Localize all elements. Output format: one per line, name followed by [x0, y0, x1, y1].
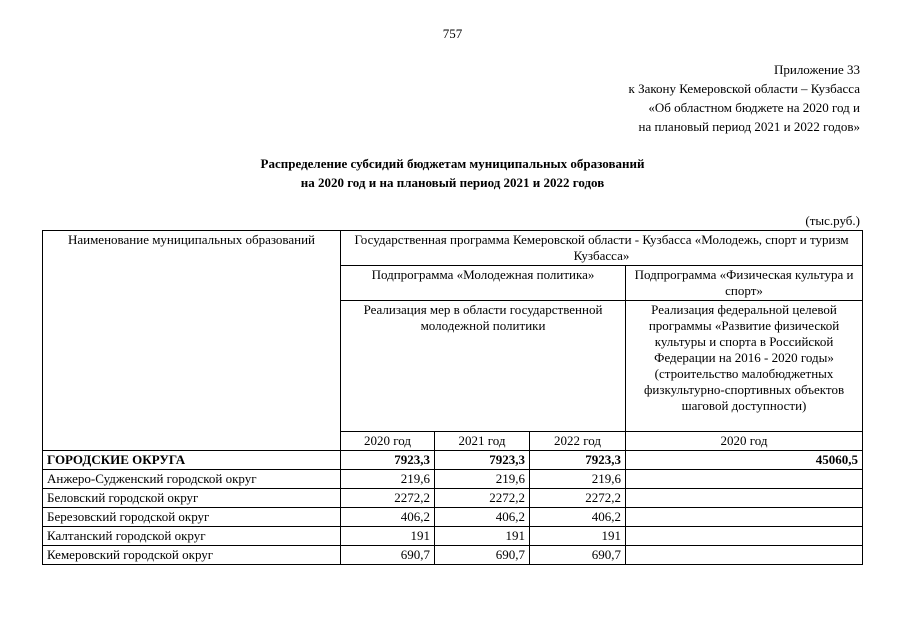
row-name: ГОРОДСКИЕ ОКРУГА — [43, 451, 341, 470]
appendix-reference — [629, 60, 861, 136]
units-label: (тыс.руб.) — [805, 213, 860, 228]
value-sport-2020 — [626, 470, 863, 489]
appendix-line-4: на плановый период 2021 и 2022 годов» — [638, 119, 860, 134]
year-header-2021: 2021 год — [435, 432, 530, 451]
value-2022: 406,2 — [530, 508, 626, 527]
value-2020: 2272,2 — [341, 489, 435, 508]
value-2021: 2272,2 — [435, 489, 530, 508]
title-line-2: на 2020 год и на плановый период 2021 и 2022 годов — [300, 175, 605, 190]
table-row — [43, 508, 863, 527]
measure-youth-header: Реализация мер в области государственной молодежной политики — [341, 301, 626, 432]
program-header: Государственная программа Кемеровской области - Кузбасса «Молодежь, спорт и туризм Кузбасса» — [341, 231, 863, 266]
value-2020: 406,2 — [341, 508, 435, 527]
document-title — [0, 154, 905, 192]
row-name: Кемеровский городской округ — [43, 546, 341, 565]
measure-sport-header: Реализация федеральной целевой программы «Развитие физической культуры и спорта в Российской Федерации на 2016 - 2020 годы» (строительство малобюджетных физкультурно-спортивных объектов шаговой доступности) — [626, 301, 863, 432]
page-number: 757 — [442, 26, 463, 41]
value-sport-2020 — [626, 489, 863, 508]
row-name: Березовский городской округ — [43, 508, 341, 527]
table-row — [43, 527, 863, 546]
value-2020: 219,6 — [341, 470, 435, 489]
value-2021: 406,2 — [435, 508, 530, 527]
appendix-line-2: к Закону Кемеровской области – Кузбасса — [628, 81, 860, 96]
appendix-line-1: Приложение 33 — [773, 62, 860, 77]
table-row — [43, 470, 863, 489]
subprogram-sport-header: Подпрограмма «Физическая культура и спорт» — [626, 266, 863, 301]
year-header-2020: 2020 год — [341, 432, 435, 451]
value-2022: 219,6 — [530, 470, 626, 489]
year-header-2022: 2022 год — [530, 432, 626, 451]
table-row — [43, 451, 863, 470]
value-sport-2020 — [626, 527, 863, 546]
value-2020: 7923,3 — [341, 451, 435, 470]
year-header-sport-2020: 2020 год — [626, 432, 863, 451]
value-2021: 690,7 — [435, 546, 530, 565]
title-line-1: Распределение субсидий бюджетам муниципальных образований — [260, 156, 645, 171]
value-2021: 219,6 — [435, 470, 530, 489]
value-2021: 7923,3 — [435, 451, 530, 470]
col-header-municipality: Наименование муниципальных образований — [43, 231, 341, 451]
row-name: Калтанский городской округ — [43, 527, 341, 546]
value-2020: 690,7 — [341, 546, 435, 565]
table-row — [43, 489, 863, 508]
subsidies-table — [42, 230, 863, 565]
value-sport-2020 — [626, 546, 863, 565]
value-sport-2020 — [626, 508, 863, 527]
subprogram-youth-header: Подпрограмма «Молодежная политика» — [341, 266, 626, 301]
value-2021: 191 — [435, 527, 530, 546]
value-2022: 191 — [530, 527, 626, 546]
value-2022: 7923,3 — [530, 451, 626, 470]
value-sport-2020: 45060,5 — [626, 451, 863, 470]
row-name: Анжеро-Судженский городской округ — [43, 470, 341, 489]
value-2020: 191 — [341, 527, 435, 546]
table-row — [43, 546, 863, 565]
row-name: Беловский городской округ — [43, 489, 341, 508]
value-2022: 2272,2 — [530, 489, 626, 508]
appendix-line-3: «Об областном бюджете на 2020 год и — [648, 100, 860, 115]
value-2022: 690,7 — [530, 546, 626, 565]
